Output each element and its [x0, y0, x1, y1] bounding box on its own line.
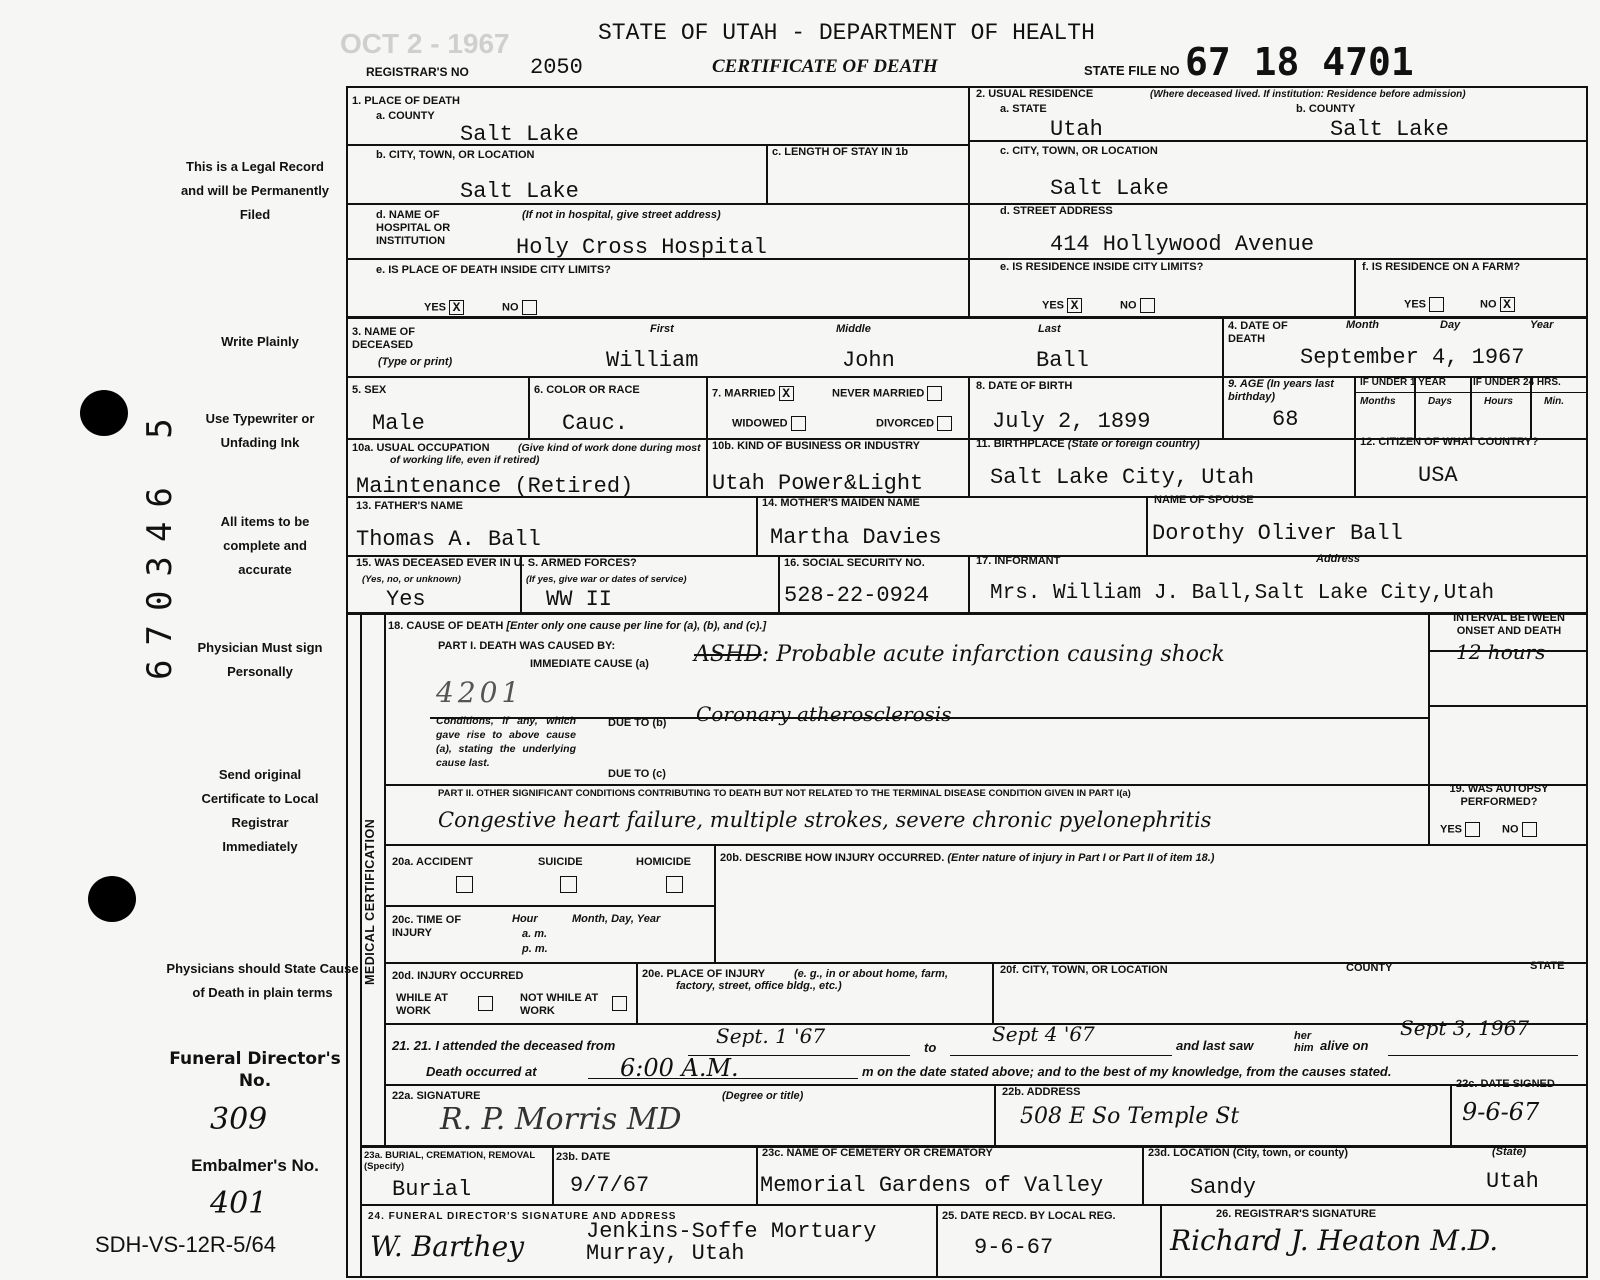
middle-label: Middle	[836, 323, 871, 335]
farm-no	[1480, 297, 1515, 312]
yes-label: YES	[1404, 298, 1427, 311]
widowed-checkbox[interactable]	[791, 416, 806, 431]
date-of-death: September 4, 1967	[1300, 345, 1525, 370]
last-name: Ball	[1036, 348, 1089, 373]
name-label: 3. NAME OF DECEASED	[352, 326, 415, 351]
suicide-label: SUICIDE	[538, 856, 583, 868]
first-label: First	[650, 323, 674, 335]
alive-on-label: alive on	[1320, 1038, 1369, 1053]
res-city-no	[1120, 298, 1155, 313]
while-at-work-checkbox[interactable]	[478, 996, 493, 1011]
never-married-option	[832, 386, 942, 401]
physician-address: 508 E So Temple St	[1020, 1104, 1240, 1129]
state-file-label: STATE FILE NO	[1084, 63, 1180, 78]
immediate-cause-text: : Probable acute infarction causing shock	[761, 642, 1225, 667]
interval-value: 12 hours	[1456, 640, 1546, 664]
autopsy-no	[1502, 822, 1537, 837]
res-city-label: c. CITY, TOWN, OR LOCATION	[1000, 145, 1158, 157]
while-at-work-label: WHILE AT WORK	[396, 992, 448, 1017]
months-label: Months	[1360, 396, 1396, 407]
birthplace-label	[976, 438, 1200, 451]
married-label: MARRIED	[724, 387, 776, 400]
birthplace-label-text: 11. BIRTHPLACE	[976, 438, 1065, 450]
no-label: NO	[1480, 298, 1497, 311]
degree-label: (Degree or title)	[722, 1090, 804, 1102]
not-while-at-work-checkbox[interactable]	[612, 996, 627, 1011]
married-option: 7. MARRIED X	[712, 386, 794, 401]
punch-hole	[88, 876, 136, 922]
middle-name: John	[842, 348, 895, 373]
margin-physicians-cause: Physicians should State Cause of Death in plain terms	[166, 961, 359, 1000]
injury-description-note: (Enter nature of injury in Part I or Part II of item 18.)	[947, 852, 1215, 864]
father-label: 13. FATHER'S NAME	[356, 500, 463, 512]
date-signed-label: 22c. DATE SIGNED	[1456, 1078, 1555, 1090]
autopsy-label: 19. WAS AUTOPSY PERFORMED?	[1449, 783, 1549, 808]
race: Cauc.	[562, 411, 629, 436]
funeral-director-signature: W. Barthey	[370, 1230, 525, 1263]
address-label: 22b. ADDRESS	[1002, 1086, 1081, 1098]
date-of-birth: July 2, 1899	[992, 409, 1151, 434]
day-label: Day	[1440, 319, 1461, 331]
injury-county-label: COUNTY	[1346, 962, 1393, 974]
first-name: William	[606, 348, 699, 373]
no-label: NO	[502, 301, 519, 314]
under-1-year-label: IF UNDER 1 YEAR	[1360, 377, 1446, 388]
attended-label-text: 21. I attended the deceased from	[413, 1038, 616, 1053]
funeral-director-label: 24. FUNERAL DIRECTOR'S SIGNATURE AND ADDRESS	[368, 1211, 677, 1222]
father-name: Thomas A. Ball	[356, 527, 541, 552]
armed-note-2: (If yes, give war or dates of service)	[526, 574, 687, 585]
days-label: Days	[1428, 396, 1452, 407]
death-city: Salt Lake	[460, 179, 579, 204]
never-married-checkbox[interactable]	[927, 386, 942, 401]
date-received-label: 25. DATE RECD. BY LOCAL REG.	[942, 1210, 1116, 1222]
death-city-yes-checkbox[interactable]: X	[449, 300, 464, 315]
res-county-label: b. COUNTY	[1296, 103, 1356, 115]
vertical-serial-text: 670346 5	[140, 404, 180, 680]
birthplace-note: (State or foreign country)	[1067, 438, 1200, 450]
length-of-stay-label: c. LENGTH OF STAY IN 1b	[772, 146, 909, 158]
year-label: Year	[1530, 319, 1554, 331]
date-signed: 9-6-67	[1462, 1098, 1540, 1126]
business: Utah Power&Light	[712, 471, 924, 496]
hour-label: Hour	[512, 913, 538, 925]
place-of-death-label: 1. PLACE OF DEATH	[352, 95, 460, 107]
certificate-title: CERTIFICATE OF DEATH	[712, 56, 938, 77]
street-label: d. STREET ADDRESS	[1000, 205, 1113, 217]
part1-label: PART I. DEATH WAS CAUSED BY:	[438, 640, 616, 652]
no-label: NO	[1502, 823, 1519, 836]
time-of-injury-label: 20c. TIME OF INJURY	[392, 914, 462, 939]
attended-to: Sept 4 '67	[992, 1022, 1095, 1046]
registrar-signature: Richard J. Heaton M.D.	[1170, 1224, 1499, 1257]
yes-label: YES	[1042, 299, 1065, 312]
cemetery-name: Memorial Gardens of Valley	[760, 1173, 1104, 1198]
sex-label: 5. SEX	[352, 384, 387, 396]
res-city: Salt Lake	[1050, 176, 1169, 201]
cause-label-text: 18. CAUSE OF DEATH	[388, 620, 504, 632]
conditions-note: Conditions, if any, which gave rise to above cause (a), stating the underlying cause last.	[436, 715, 576, 769]
embalmer-no: 401	[210, 1186, 268, 1221]
part2-label: PART II. OTHER SIGNIFICANT CONDITIONS CONTRIBUTING TO DEATH BUT NOT RELATED TO THE TERMINAL DISEASE CONDITION GIVEN IN PART I(a)	[438, 788, 1131, 799]
death-city-no	[502, 300, 537, 315]
injury-city-label: 20f. CITY, TOWN, OR LOCATION	[1000, 964, 1168, 976]
attended-from: Sept. 1 '67	[716, 1024, 826, 1048]
farm-no-checkbox[interactable]: X	[1500, 297, 1515, 312]
informant-address-label: Address	[1316, 553, 1361, 565]
injury-description-label-text: 20b. DESCRIBE HOW INJURY OCCURRED.	[720, 852, 945, 864]
hospital-label: d. NAME OF HOSPITAL OR INSTITUTION	[376, 209, 451, 247]
death-occurred-label: Death occurred at	[426, 1064, 537, 1079]
not-while-at-work-label: NOT WHILE AT WORK	[520, 992, 599, 1017]
signature-label: 22a. SIGNATURE	[392, 1090, 481, 1102]
mortuary-name: Jenkins-Soffe Mortuary	[586, 1219, 877, 1244]
married-checkbox[interactable]: X	[779, 386, 794, 401]
res-state-label: a. STATE	[1000, 103, 1047, 115]
divorced-label: DIVORCED	[876, 417, 935, 430]
due-to-b-label: DUE TO (b)	[608, 717, 667, 729]
place-of-injury-note: (e. g., in or about home, farm, factory, street, office bldg., etc.)	[676, 968, 949, 992]
injury-occurred-label: 20d. INJURY OCCURRED	[392, 970, 524, 982]
farm-yes	[1404, 297, 1444, 312]
ssn-label: 16. SOCIAL SECURITY NO.	[784, 557, 925, 569]
month-label: Month	[1346, 319, 1379, 331]
attended-label: 21. 21. I attended the deceased from	[392, 1038, 616, 1053]
received-stamp: OCT 2 - 1967	[340, 28, 510, 59]
under-24-hrs-label: IF UNDER 24 HRS.	[1473, 377, 1561, 388]
dob-label: 8. DATE OF BIRTH	[976, 380, 1073, 392]
no-label: NO	[1120, 299, 1137, 312]
homicide-checkbox[interactable]	[666, 876, 683, 893]
inside-city-label: e. IS PLACE OF DEATH INSIDE CITY LIMITS?	[376, 264, 611, 276]
cause-note: [Enter only one cause per line for (a), (b), and (c).]	[506, 620, 767, 632]
department-title: STATE OF UTAH - DEPARTMENT OF HEALTH	[598, 20, 1095, 46]
war-service: WW II	[546, 587, 613, 612]
res-inside-city-label: e. IS RESIDENCE INSIDE CITY LIMITS?	[1000, 261, 1204, 273]
divorced-option	[876, 416, 952, 431]
cemetery-city: Sandy	[1190, 1175, 1257, 1200]
divorced-checkbox[interactable]	[937, 416, 952, 431]
spouse-label: NAME OF SPOUSE	[1154, 494, 1254, 506]
death-statement: m on the date stated above; and to the best of my knowledge, from the causes stated.	[862, 1064, 1392, 1079]
margin-complete: All items to be complete and accurate	[220, 514, 310, 577]
alive-on-date: Sept 3, 1967	[1400, 1016, 1530, 1040]
to-label: to	[924, 1040, 937, 1055]
date-received: 9-6-67	[974, 1235, 1054, 1260]
burial-date-label: 23b. DATE	[556, 1151, 611, 1163]
medical-certification-label: MEDICAL CERTIFICATION	[363, 818, 377, 985]
date-of-death-label: 4. DATE OF DEATH	[1228, 320, 1288, 345]
cemetery-label: 23c. NAME OF CEMETERY OR CREMATORY	[762, 1147, 993, 1159]
death-city-yes	[424, 300, 464, 315]
citizen-label: 12. CITIZEN OF WHAT COUNTRY?	[1360, 436, 1539, 448]
death-time: 6:00 A.M.	[620, 1054, 739, 1082]
injury-description-label	[720, 852, 1214, 865]
margin-send: Send original Certificate to Local Registrar Immediately	[201, 767, 319, 854]
armed-forces: Yes	[386, 587, 426, 612]
embalmer-no-label: Embalmer's No.	[191, 1156, 319, 1175]
accident-checkbox[interactable]	[456, 876, 473, 893]
widowed-option	[732, 416, 806, 431]
mortuary-city: Murray, Utah	[586, 1241, 745, 1266]
other-conditions: Congestive heart failure, multiple strokes, severe chronic pyelonephritis	[438, 808, 1212, 832]
autopsy-no-checkbox[interactable]	[1522, 822, 1537, 837]
margin-typewriter: Use Typewriter or Unfading Ink	[205, 411, 315, 450]
county-label: a. COUNTY	[376, 110, 435, 122]
cemetery-state-label: (State)	[1492, 1146, 1527, 1158]
res-city-no-checkbox[interactable]	[1140, 298, 1155, 313]
burial-date: 9/7/67	[570, 1173, 650, 1198]
widowed-label: WIDOWED	[732, 417, 788, 430]
sex: Male	[372, 411, 425, 436]
month-day-year-label: Month, Day, Year	[572, 913, 661, 925]
pm-label: p. m.	[522, 943, 548, 955]
death-county: Salt Lake	[460, 122, 579, 147]
interval-label: INTERVAL BETWEEN ONSET AND DEATH	[1453, 612, 1565, 637]
usual-residence-label: 2. USUAL RESIDENCE	[976, 88, 1094, 100]
farm-label: f. IS RESIDENCE ON A FARM?	[1362, 261, 1521, 273]
cemetery-location-label: 23d. LOCATION (City, town, or county)	[1148, 1147, 1349, 1159]
race-label: 6. COLOR OR RACE	[534, 384, 640, 396]
hospital-note: (If not in hospital, give street address)	[522, 209, 721, 221]
immediate-cause	[694, 642, 1225, 667]
birthplace: Salt Lake City, Utah	[990, 465, 1255, 490]
due-to-b: Coronary atherosclerosis	[696, 702, 952, 726]
res-city-yes-checkbox[interactable]: X	[1067, 298, 1082, 313]
autopsy-yes	[1440, 822, 1480, 837]
res-state: Utah	[1050, 117, 1103, 142]
age-label: 9. AGE (In years last birthday)	[1228, 378, 1334, 403]
am-label: a. m.	[522, 928, 548, 940]
immediate-cause-struck: ASHD	[694, 642, 762, 667]
funeral-director-no: 309	[210, 1102, 268, 1137]
business-label: 10b. KIND OF BUSINESS OR INDUSTRY	[712, 440, 921, 452]
citizen: USA	[1418, 463, 1458, 488]
armed-note-1: (Yes, no, or unknown)	[362, 574, 461, 585]
occupation: Maintenance (Retired)	[356, 474, 634, 499]
registrar-no: 2050	[530, 55, 583, 80]
autopsy-yes-checkbox[interactable]	[1465, 822, 1480, 837]
physician-signature: R. P. Morris MD	[440, 1102, 682, 1137]
spouse-name: Dorothy Oliver Ball	[1152, 521, 1403, 546]
social-security-no: 528-22-0924	[784, 583, 930, 608]
age: 68	[1272, 407, 1299, 432]
burial-method: Burial	[392, 1177, 472, 1202]
accident-label: 20a. ACCIDENT	[392, 856, 473, 868]
farm-yes-checkbox[interactable]	[1429, 297, 1444, 312]
punch-hole	[80, 390, 128, 436]
mother-label: 14. MOTHER'S MAIDEN NAME	[762, 497, 920, 509]
homicide-label: HOMICIDE	[636, 856, 691, 868]
last-label: Last	[1038, 323, 1061, 335]
margin-legal: This is a Legal Record and will be Permanently Filed	[180, 159, 330, 222]
form-number: SDH-VS-12R-5/64	[95, 1232, 276, 1257]
death-city-no-checkbox[interactable]	[522, 300, 537, 315]
yes-label: YES	[1440, 823, 1463, 836]
res-county: Salt Lake	[1330, 117, 1449, 142]
mother-maiden-name: Martha Davies	[770, 525, 942, 550]
never-married-label: NEVER MARRIED	[832, 387, 925, 400]
due-to-c-label: DUE TO (c)	[608, 768, 666, 780]
occupation-label: 10a. USUAL OCCUPATION	[352, 442, 490, 454]
cemetery-state: Utah	[1486, 1169, 1539, 1194]
suicide-checkbox[interactable]	[560, 876, 577, 893]
registrar-signature-label: 26. REGISTRAR'S SIGNATURE	[1216, 1208, 1377, 1220]
occupation-note: (Give kind of work done during most of working life, even if retired)	[390, 442, 701, 466]
street-address: 414 Hollywood Avenue	[1050, 232, 1315, 257]
res-city-yes	[1042, 298, 1082, 313]
margin-write: Write Plainly	[221, 334, 299, 349]
residence-note: (Where deceased lived. If institution: Residence before admission)	[1150, 89, 1466, 100]
injury-state-label: STATE	[1530, 960, 1565, 972]
armed-forces-label: 15. WAS DECEASED EVER IN U. S. ARMED FORCES?	[356, 557, 637, 569]
registrar-label: REGISTRAR'S NO	[366, 65, 469, 79]
name-note: (Type or print)	[378, 356, 453, 368]
funeral-director-no-label: Funeral Director's No.	[169, 1049, 341, 1091]
minutes-label: Min.	[1544, 396, 1564, 407]
immediate-cause-label: IMMEDIATE CAUSE (a)	[530, 658, 649, 670]
burial-label: 23a. BURIAL, CREMATION, REMOVAL (Specify)	[364, 1150, 536, 1172]
city-label: b. CITY, TOWN, OR LOCATION	[376, 149, 535, 161]
hours-label: Hours	[1484, 396, 1513, 407]
vertical-serial-number	[140, 404, 180, 680]
margin-physician: Physician Must sign Personally	[197, 640, 323, 679]
yes-label: YES	[424, 301, 447, 314]
her-him-label: her him	[1294, 1030, 1314, 1054]
place-of-injury-label: 20e. PLACE OF INJURY	[642, 968, 766, 980]
hospital-name: Holy Cross Hospital	[516, 235, 767, 260]
informant-label: 17. INFORMANT	[976, 555, 1061, 567]
state-file-no: 67 18 4701	[1185, 40, 1414, 84]
last-saw-label: and last saw	[1176, 1038, 1254, 1053]
informant: Mrs. William J. Ball,Salt Lake City,Utah	[990, 582, 1495, 605]
cause-label	[388, 620, 766, 633]
disease-code: 4201	[436, 676, 524, 709]
